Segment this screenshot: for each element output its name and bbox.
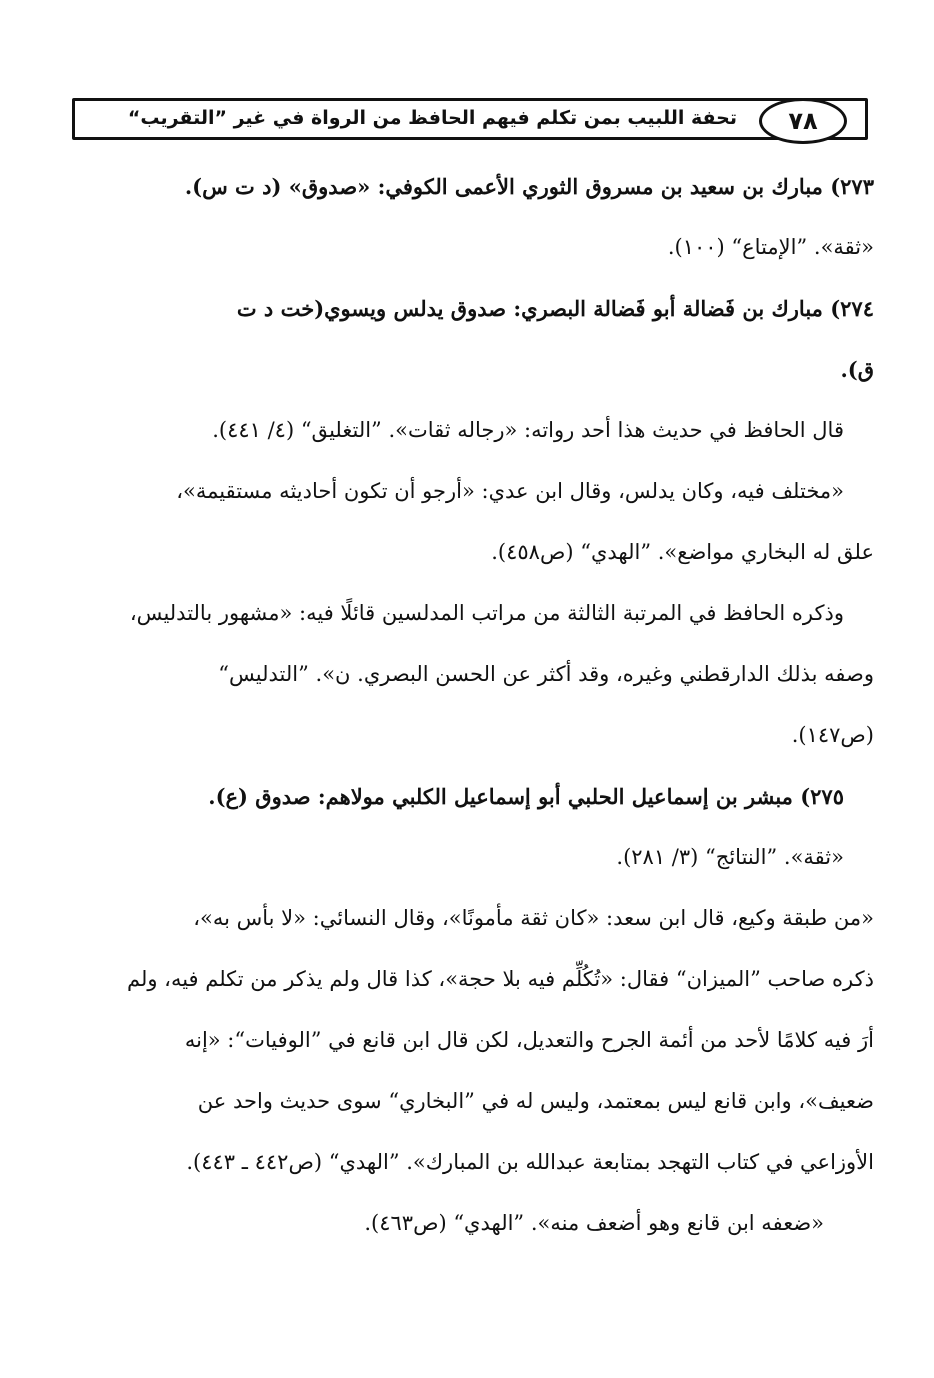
entry-275-note-2-cont-4: الأوزاعي في كتاب التهجد بمتابعة عبدالله بن المبارك». ”الهدي“ (ص٤٤٢ ـ ٤٤٣).: [186, 1150, 874, 1174]
entry-275-note-2: «من طبقة وكيع، قال ابن سعد: «كان ثقة مأمونًا»، وقال النسائي: «لا بأس به»،: [193, 906, 874, 930]
entry-274-note-3-cont: وصفه بذلك الدارقطني وغيره، وقد أكثر عن الحسن البصري. ن». ”التدليس“: [218, 662, 874, 686]
entry-275-heading: ٢٧٥) مبشر بن إسماعيل الحلبي أبو إسماعيل الكلبي مولاهم: صدوق (ع).: [208, 784, 844, 809]
entry-275-note-2-cont-2: أرَ فيه كلامًا لأحد من أئمة الجرح والتعديل، لكن قال ابن قانع في ”الوفيات“: «إنه: [184, 1028, 874, 1052]
entry-274-heading-cont: ق).: [840, 357, 874, 382]
running-title: تحفة اللبيب بمن تكلم فيهم الحافظ من الرواة في غير ”التقريب“: [127, 107, 737, 129]
entry-274-note-1: قال الحافظ في حديث هذا أحد رواته: «رجاله ثقات». ”التغليق“ (٤/ ٤٤١).: [212, 418, 844, 442]
page-body: [68, 156, 874, 1254]
entry-275-note-3: «ضعفه ابن قانع وهو أضعف منه». ”الهدي“ (ص٤٦٣).: [364, 1211, 824, 1235]
entry-275-note-2-cont-3: ضعيف»، وابن قانع ليس بمعتمد، وليس له في ”البخاري“ سوى حديث واحد عن: [197, 1089, 874, 1113]
entry-273-heading: ٢٧٣) مبارك بن سعيد بن مسروق الثوري الأعمى الكوفي: «صدوق» (د ت س).: [184, 174, 874, 199]
entry-273-note: «ثقة». ”الإمتاع“ (١٠٠).: [667, 235, 874, 259]
page-header: [72, 98, 868, 140]
page-number: ٧٨: [759, 98, 847, 144]
entry-275-note-1: «ثقة». ”النتائج“ (٣/ ٢٨١).: [616, 845, 844, 869]
entry-274-heading: ٢٧٤) مبارك بن فَضالة أبو فَضالة البصري: صدوق يدلس ويسوي(خت د ت: [236, 296, 874, 321]
entry-274-note-3-end: (ص١٤٧).: [791, 723, 874, 747]
entry-275-note-2-cont-1: ذكره صاحب ”الميزان“ فقال: «تُكُلِّم فيه بلا حجة»، كذا قال ولم يذكر من تكلم فيه، ولم: [126, 967, 874, 991]
entry-274-note-2: «مختلف فيه، وكان يدلس، وقال ابن عدي: «أرجو أن تكون أحاديثه مستقيمة»،: [176, 479, 844, 503]
entry-274-note-2-cont: علق له البخاري مواضع». ”الهدي“ (ص٤٥٨).: [491, 540, 874, 564]
entry-274-note-3: وذكره الحافظ في المرتبة الثالثة من مراتب المدلسين قائلًا فيه: «مشهور بالتدليس،: [129, 601, 844, 625]
